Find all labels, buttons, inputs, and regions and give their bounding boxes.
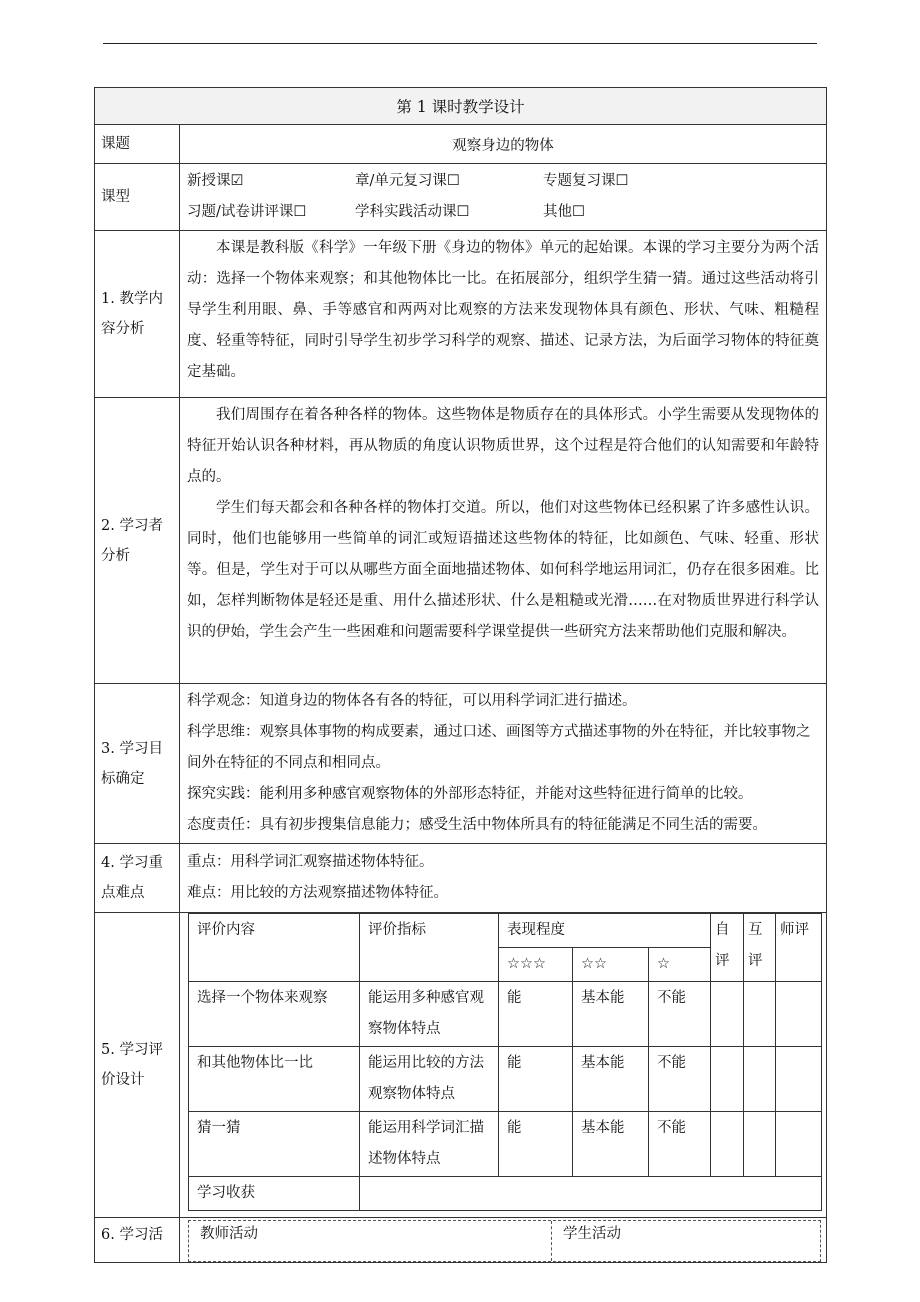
- objective-item: 科学观念：知道身边的物体各有各的特征，可以用科学词汇进行描述。: [187, 693, 637, 709]
- objective-item: 科学思维：观察具体事物的构成要素，通过口述、画图等方式描述事物的外在特征，并比较事物之间外在特征的不同点和相同点。: [187, 724, 811, 771]
- eval-row-level: 不能: [649, 982, 711, 1047]
- content-analysis-label: 1. 教学内容分析: [95, 231, 180, 398]
- eval-row-level: 不能: [649, 1112, 711, 1177]
- eval-row-teacher[interactable]: [776, 1112, 822, 1177]
- objective-item: 探究实践：能利用多种感官观察物体的外部形态特征，并能对这些特征进行简单的比较。: [187, 786, 753, 802]
- eval-row-peer[interactable]: [744, 982, 776, 1047]
- student-activity-header: 学生活动: [563, 1226, 621, 1242]
- header-rule: [103, 43, 817, 44]
- key-points-cell: [180, 844, 827, 913]
- eval-header-teacher: 师评: [776, 914, 822, 982]
- eval-harvest-label: 学习收获: [189, 1177, 360, 1211]
- key-point-difficulty: 难点：用比较的方法观察描述物体特征。: [187, 885, 448, 901]
- eval-row-teacher[interactable]: [776, 982, 822, 1047]
- lesson-type-option: 习题/试卷讲评课☐: [187, 204, 307, 220]
- content-analysis-text: 本课是教科版《科学》一年级下册《身边的物体》单元的起始课。本课的学习主要分为两个活动：选择一个物体来观察；和其他物体比一比。在拓展部分，组织学生猜一猜。通过这些活动将引导学生利用眼、鼻、手等感官和两两对比观察的方法来发现物体具有颜色、形状、气味、粗糙程度、轻重等特征，同时引导学生初步学习科学的观察、描述、记录方法，为后面学习物体的特征奠定基础。: [187, 240, 819, 380]
- objective-item: 态度责任：具有初步搜集信息能力；感受生活中物体所具有的特征能满足不同生活的需要。: [187, 817, 767, 833]
- table-row: [189, 1112, 822, 1177]
- eval-row-self[interactable]: [711, 1047, 744, 1112]
- evaluation-label: 5. 学习评价设计: [95, 913, 180, 1218]
- eval-header-peer: 互评: [744, 914, 776, 982]
- eval-row-peer[interactable]: [744, 1047, 776, 1112]
- eval-row-self[interactable]: [711, 982, 744, 1047]
- objectives-label: 3. 学习目标确定: [95, 684, 180, 844]
- activities-header: [188, 1220, 821, 1262]
- teacher-activity-header: 教师活动: [189, 1221, 552, 1261]
- eval-row-level: 能: [499, 982, 573, 1047]
- table-row: [189, 982, 822, 1047]
- lesson-type-option: 学科实践活动课☐: [355, 204, 470, 220]
- eval-header-level: 表现程度: [499, 914, 711, 948]
- eval-row-indicator: 能运用比较的方法观察物体特点: [360, 1047, 499, 1112]
- key-point-focus: 重点：用科学词汇观察描述物体特征。: [187, 854, 434, 870]
- eval-row-indicator: 能运用科学词汇描述物体特点: [360, 1112, 499, 1177]
- learner-analysis-paragraph: 学生们每天都会和各种各样的物体打交道。所以，他们对这些物体已经积累了许多感性认识。同时，他们也能够用一些简单的词汇或短语描述这些物体的特征，比如颜色、气味、轻重、形状等。但是，学生对于可以从哪些方面全面地描述物体、如何科学地运用词汇，仍存在很多困难。比如，怎样判断物体是轻还是重、用什么描述形状、什么是粗糙或光滑……在对物质世界进行科学认识的伊始，学生会产生一些困难和问题需要科学课堂提供一些研究方法来帮助他们克服和解决。: [187, 500, 819, 640]
- eval-header-self: 自评: [711, 914, 744, 982]
- table-row: [189, 1047, 822, 1112]
- lesson-type-option: 专题复习课☐: [543, 173, 629, 189]
- eval-header-indicator: 评价指标: [360, 914, 499, 982]
- eval-row-indicator: 能运用多种感官观察物体特点: [360, 982, 499, 1047]
- eval-row-level: 基本能: [573, 982, 649, 1047]
- eval-row-self[interactable]: [711, 1112, 744, 1177]
- eval-row-content: 猜一猜: [189, 1112, 360, 1177]
- activities-label: 6. 学习活: [95, 1218, 180, 1263]
- topic-value: 观察身边的物体: [180, 125, 827, 164]
- eval-row-level: 能: [499, 1112, 573, 1177]
- eval-row-level: 基本能: [573, 1047, 649, 1112]
- eval-header-content: 评价内容: [189, 914, 360, 982]
- eval-harvest-value[interactable]: [360, 1177, 822, 1211]
- lesson-type-option: 章/单元复习课☐: [355, 173, 460, 189]
- table-title: 第 1 课时教学设计: [95, 88, 827, 125]
- lesson-type-options: [180, 164, 827, 231]
- learner-analysis-label: 2. 学习者分析: [95, 398, 180, 684]
- learner-analysis-cell: [180, 398, 827, 684]
- lesson-type-label: 课型: [95, 164, 180, 231]
- eval-row-level: 基本能: [573, 1112, 649, 1177]
- eval-level-3-stars: ☆☆☆: [499, 948, 573, 982]
- eval-level-1-star: ☆: [649, 948, 711, 982]
- eval-row-peer[interactable]: [744, 1112, 776, 1177]
- objectives-cell: [180, 684, 827, 844]
- topic-label: 课题: [95, 125, 180, 164]
- lesson-type-option: 新授课☑: [187, 173, 244, 189]
- lesson-type-option: 其他☐: [543, 204, 585, 220]
- lesson-design-table: [94, 87, 827, 1263]
- eval-row-teacher[interactable]: [776, 1047, 822, 1112]
- eval-level-2-stars: ☆☆: [573, 948, 649, 982]
- activities-cell: [180, 1218, 827, 1263]
- eval-row-content: 选择一个物体来观察: [189, 982, 360, 1047]
- eval-row-level: 不能: [649, 1047, 711, 1112]
- evaluation-cell: [180, 913, 827, 1218]
- learner-analysis-paragraph: 我们周围存在着各种各样的物体。这些物体是物质存在的具体形式。小学生需要从发现物体的特征开始认识各种材料，再从物质的角度认识物质世界，这个过程是符合他们的认知需要和年龄特点的。: [187, 407, 819, 485]
- eval-row-level: 能: [499, 1047, 573, 1112]
- evaluation-table: [188, 913, 822, 1211]
- eval-row-content: 和其他物体比一比: [189, 1047, 360, 1112]
- key-points-label: 4. 学习重点难点: [95, 844, 180, 913]
- content-analysis-cell: [180, 231, 827, 398]
